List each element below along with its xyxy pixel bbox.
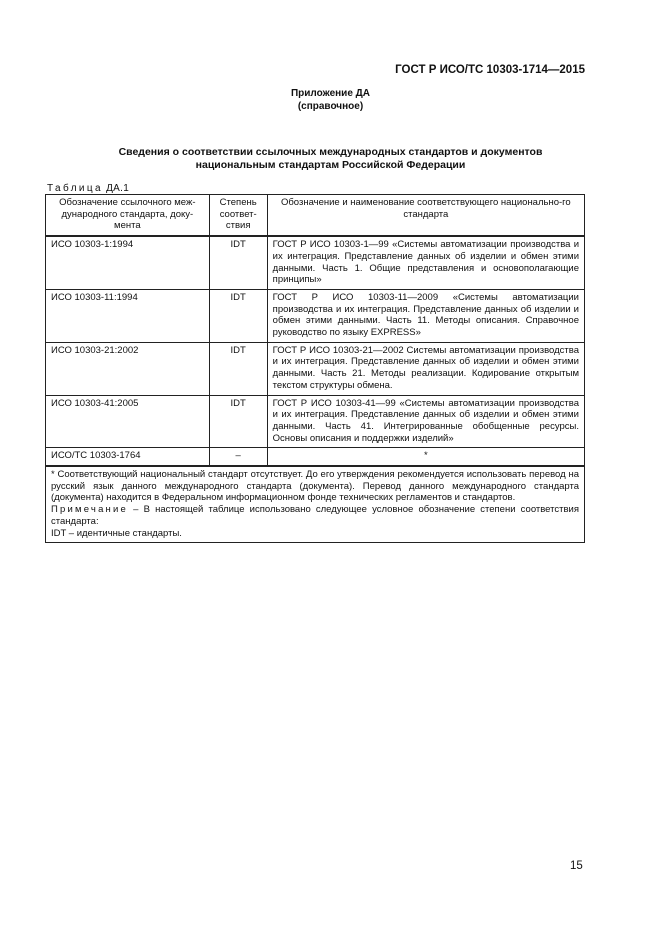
section-title xyxy=(0,146,661,171)
note-text: – В настоящей таблице использовано следующее условное обозначение степени соответствия стандарта: xyxy=(51,504,579,527)
cell-national: ГОСТ Р ИСО 10303-21—2002 Системы автоматизации производства и их интеграция. Представление данных об изделии и обмен этими данными. Часть 21. Методы реализации. Кодирование открытым текстом структуры обмена. xyxy=(267,342,584,395)
appendix-subtitle: (справочное) xyxy=(297,100,364,112)
cell-degree: IDT xyxy=(209,289,267,342)
table-caption xyxy=(47,183,129,194)
document-header: ГОСТ Р ИСО/ТС 10303-1714—2015 xyxy=(395,64,585,76)
header-reference-standard: Обозначение ссылочного меж-дународного стандарта, доку-мента xyxy=(46,195,210,237)
cell-reference: ИСО 10303-21:2002 xyxy=(46,342,210,395)
cell-degree: IDT xyxy=(209,395,267,448)
table-footnote-cell xyxy=(46,466,585,543)
cell-national: * xyxy=(267,448,584,466)
table-header-row xyxy=(46,195,585,237)
section-title-line-2: национальным стандартам Российской Федерации xyxy=(195,158,466,171)
table-row xyxy=(46,395,585,448)
cell-national: ГОСТ Р ИСО 10303-41—99 «Системы автоматизации производства и их интеграция. Представление данных об изделии и обмен этими данными. Часть 41. Интегрированные обобщенные ресурсы. Основы описания и поддержки изделий» xyxy=(267,395,584,448)
note-label: Примечание xyxy=(51,504,128,516)
cell-reference: ИСО/ТС 10303-1764 xyxy=(46,448,210,466)
table-row xyxy=(46,448,585,466)
cell-reference: ИСО 10303-1:1994 xyxy=(46,236,210,289)
appendix-heading xyxy=(0,88,661,113)
table-footnote-row xyxy=(46,466,585,543)
header-national-standard: Обозначение и наименование соответствующего национально-го стандарта xyxy=(267,195,584,237)
footnote-text: * Соответствующий национальный стандарт отсутствует. До его утверждения рекомендуется использовать перевод на русский язык данного международного стандарта (документа). Перевод данного международного стандарта (документа) находится в Федеральном информационном фонде технических регламентов и стандартов. xyxy=(51,469,579,504)
cell-degree: – xyxy=(209,448,267,466)
cell-degree: IDT xyxy=(209,342,267,395)
table-caption-id: ДА.1 xyxy=(106,183,130,194)
cell-reference: ИСО 10303-41:2005 xyxy=(46,395,210,448)
note-line xyxy=(51,504,579,527)
correspondence-table xyxy=(45,194,585,543)
note-idt-definition: IDT – идентичные стандарты. xyxy=(51,527,182,539)
table-row xyxy=(46,236,585,289)
section-title-line-1: Сведения о соответствии ссылочных международных стандартов и документов xyxy=(118,146,543,158)
table-caption-word: Таблица xyxy=(47,183,104,194)
table-row xyxy=(46,289,585,342)
cell-degree: IDT xyxy=(209,236,267,289)
cell-reference: ИСО 10303-11:1994 xyxy=(46,289,210,342)
table-row xyxy=(46,342,585,395)
cell-national: ГОСТ Р ИСО 10303-1—99 «Системы автоматизации производства и их интеграция. Представление данных об изделии и обмен этими данными. Часть 1. Общие представления и основополагающие принципы» xyxy=(267,236,584,289)
appendix-title: Приложение ДА xyxy=(290,88,371,99)
page-number: 15 xyxy=(570,860,583,872)
header-degree: Степень соответ-ствия xyxy=(209,195,267,237)
cell-national: ГОСТ Р ИСО 10303-11—2009 «Системы автоматизации производства и их интеграция. Представление данных об изделии и обмен этими данными. Часть 11. Методы описания. Справочное руководство по языку EXPRESS» xyxy=(267,289,584,342)
